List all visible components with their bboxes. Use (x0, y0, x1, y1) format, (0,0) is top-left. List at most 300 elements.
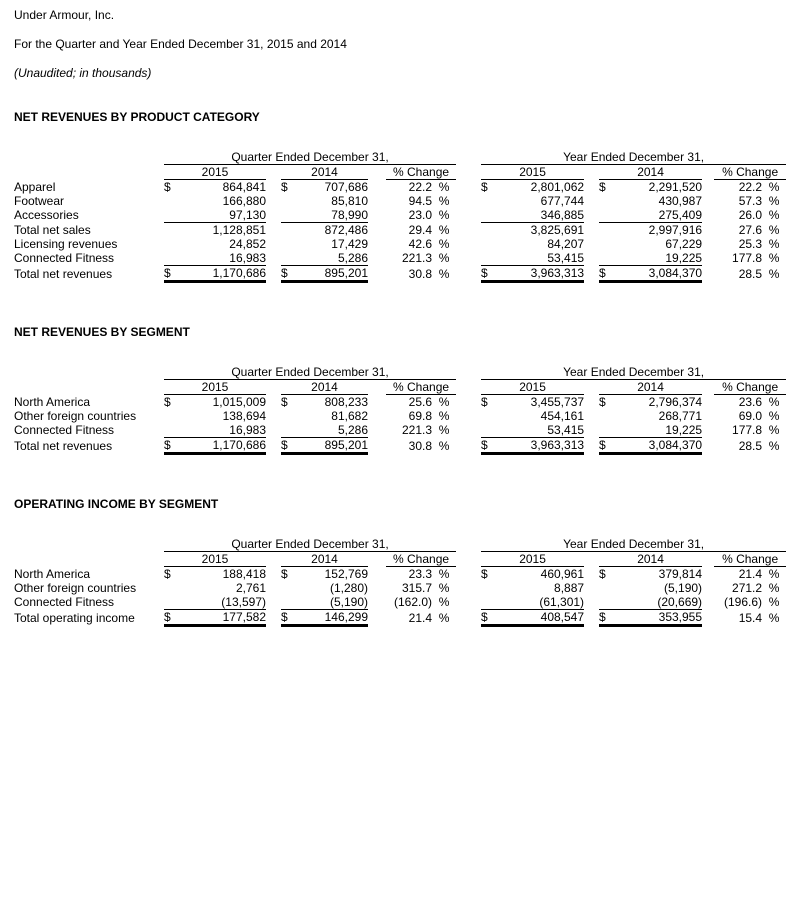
group-gap (456, 380, 481, 395)
col-gap (584, 380, 599, 395)
dollar-sign (164, 223, 182, 238)
column-header-y-2015: 2015 (481, 552, 584, 567)
col-gap (584, 567, 599, 582)
table-row (14, 409, 786, 423)
dollar-sign: $ (481, 266, 499, 282)
percent-sign: % (768, 581, 780, 595)
dollar-sign (599, 251, 617, 266)
row-label: Other foreign countries (14, 581, 137, 595)
group-header-row (14, 537, 786, 552)
dollar-sign (599, 423, 617, 438)
amount-y-2014: 2,796,374 (648, 395, 703, 409)
percent-value-q: 22.2 (408, 180, 432, 194)
percent-value-y: 57.3 (738, 194, 763, 208)
percent-value-y: 28.5 (738, 266, 763, 281)
amount-q-2014: 5,286 (337, 251, 368, 265)
dollar-sign (164, 423, 182, 438)
dollar-sign (481, 251, 499, 266)
column-header-q-2015: 2015 (164, 165, 266, 180)
col-gap (584, 251, 599, 266)
col-gap (702, 409, 714, 423)
amount-y-2014: 19,225 (665, 423, 703, 437)
group-gap (456, 552, 481, 567)
amount-q-2015: (13,597) (221, 595, 266, 609)
percent-value-q: 94.5 (408, 194, 432, 208)
amount-q-2015: 1,128,851 (182, 223, 266, 238)
row-label: North America (14, 394, 91, 409)
percent-sign: % (768, 423, 780, 438)
dollar-sign (481, 223, 499, 238)
label-spacer (14, 380, 164, 395)
column-header-q-2015: 2015 (164, 380, 266, 395)
dollar-sign (281, 409, 299, 423)
col-gap (584, 223, 599, 238)
dollar-sign (599, 581, 617, 595)
col-gap (368, 380, 386, 395)
group-gap (456, 266, 481, 282)
dollar-sign (599, 223, 617, 238)
col-gap (584, 165, 599, 180)
dollar-sign (164, 251, 182, 266)
amount-y-2015: 84,207 (547, 237, 585, 251)
percent-value-q: 30.8 (408, 266, 432, 281)
dollar-sign (281, 423, 299, 438)
percent-value-q: 221.3 (401, 423, 432, 438)
amount-q-2014: 81,682 (331, 409, 368, 423)
percent-value-q: 21.4 (408, 610, 432, 625)
label-spacer (14, 552, 164, 567)
group-gap (456, 237, 481, 251)
percent-sign: % (438, 423, 450, 438)
row-label: Footwear (14, 194, 65, 208)
col-gap (702, 380, 714, 395)
dollar-sign (281, 194, 299, 208)
percent-value-q: 42.6 (408, 237, 432, 251)
col-gap (368, 266, 386, 282)
amount-y-2015: 677,744 (540, 194, 585, 208)
dollar-sign (281, 581, 299, 595)
row-label: Accessories (14, 208, 79, 223)
amount-q-2014: 895,201 (299, 438, 368, 454)
dollar-sign (281, 208, 299, 223)
dollar-sign (481, 423, 499, 438)
col-gap (266, 595, 281, 610)
group-gap (456, 438, 481, 454)
row-label: Connected Fitness (14, 423, 115, 438)
col-gap (266, 237, 281, 251)
amount-y-2014: 268,771 (658, 409, 703, 423)
period-line: For the Quarter and Year Ended December 31, 2015 and 2014 (14, 37, 347, 51)
column-header-q-2015: 2015 (164, 552, 266, 567)
percent-sign: % (768, 610, 780, 625)
amount-q-2014: 895,201 (299, 266, 368, 282)
amount-q-2015: 97,130 (229, 208, 266, 222)
dollar-sign: $ (281, 266, 299, 282)
amount-y-2015: 346,885 (540, 208, 585, 222)
col-gap (266, 567, 281, 582)
group-header-row (14, 365, 786, 380)
amount-y-2014: 19,225 (665, 251, 703, 265)
row-label: Total net revenues (14, 266, 113, 281)
percent-value-y: 22.2 (738, 180, 763, 194)
dollar-sign (481, 237, 499, 251)
section-title-operating-income-by-segment: OPERATING INCOME BY SEGMENT (14, 497, 219, 511)
percent-sign: % (438, 438, 450, 453)
percent-sign: % (438, 208, 450, 223)
column-header-y-2015: 2015 (481, 165, 584, 180)
group-gap (456, 150, 481, 165)
col-gap (368, 409, 386, 423)
col-gap (702, 223, 714, 238)
dollar-sign: $ (481, 438, 499, 454)
col-gap (266, 180, 281, 195)
col-gap (702, 208, 714, 223)
dollar-sign: $ (281, 567, 288, 581)
amount-y-2014: 67,229 (665, 237, 703, 251)
dollar-sign (281, 237, 299, 251)
col-gap (368, 180, 386, 195)
table-row (14, 610, 786, 626)
dollar-sign (481, 595, 499, 610)
col-gap (702, 237, 714, 251)
column-header-q-2014: 2014 (281, 380, 368, 395)
group-gap (456, 423, 481, 438)
amount-q-2015: 188,418 (222, 567, 266, 581)
amount-q-2015: 16,983 (229, 251, 266, 265)
percent-value-y: 25.3 (738, 237, 763, 251)
percent-value-q: 25.6 (408, 395, 432, 409)
column-header-row (14, 380, 786, 395)
col-gap (584, 552, 599, 567)
percent-value-q: 23.3 (408, 567, 432, 581)
section-title-net-revenues-by-product-category: NET REVENUES BY PRODUCT CATEGORY (14, 110, 260, 124)
col-gap (266, 165, 281, 180)
col-gap (702, 595, 714, 610)
amount-q-2014: 707,686 (324, 180, 368, 194)
row-label: Connected Fitness (14, 595, 115, 610)
col-gap (266, 208, 281, 223)
col-gap (584, 581, 599, 595)
col-gap (368, 395, 386, 410)
group-gap (456, 409, 481, 423)
percent-sign: % (438, 251, 450, 266)
col-gap (368, 610, 386, 626)
dollar-sign (481, 194, 499, 208)
amount-q-2014: (5,190) (329, 595, 368, 609)
row-label: Total net sales (14, 222, 91, 237)
amount-q-2015: 177,582 (182, 610, 266, 626)
amount-y-2014: 379,814 (658, 567, 703, 581)
amount-y-2014: 275,409 (658, 208, 703, 222)
table-operating-income-by-segment (14, 537, 786, 627)
dollar-sign (164, 237, 182, 251)
column-header-q-pct-change: % Change (386, 165, 456, 180)
col-gap (702, 266, 714, 282)
col-gap (266, 438, 281, 454)
group-gap (456, 194, 481, 208)
table-body (14, 180, 786, 282)
dollar-sign (599, 208, 617, 223)
amount-q-2014: (1,280) (329, 581, 368, 595)
dollar-sign (281, 223, 299, 238)
group-gap (456, 165, 481, 180)
percent-value-q: 221.3 (401, 251, 432, 266)
col-gap (584, 610, 599, 626)
col-gap (702, 567, 714, 582)
col-gap (266, 552, 281, 567)
dollar-sign: $ (599, 610, 617, 626)
percent-sign: % (768, 237, 780, 251)
group-gap (456, 395, 481, 410)
amount-q-2014: 17,429 (331, 237, 368, 251)
dollar-sign (481, 581, 499, 595)
col-gap (266, 223, 281, 238)
dollar-sign: $ (281, 180, 288, 194)
table-row (14, 208, 786, 223)
table-net-revenues-by-segment (14, 365, 786, 455)
group-header-quarter: Quarter Ended December 31, (164, 365, 456, 380)
amount-q-2015: 2,761 (235, 581, 266, 595)
table-body (14, 567, 786, 626)
percent-sign: % (438, 266, 450, 281)
percent-sign: % (438, 409, 450, 423)
table-row (14, 581, 786, 595)
amount-y-2015: 454,161 (540, 409, 585, 423)
group-header-quarter: Quarter Ended December 31, (164, 537, 456, 552)
table-row (14, 438, 786, 454)
dollar-sign (281, 251, 299, 266)
amount-y-2015: 53,415 (547, 251, 585, 265)
column-header-y-pct-change: % Change (714, 552, 786, 567)
row-label: Total net revenues (14, 438, 113, 453)
col-gap (266, 409, 281, 423)
dollar-sign: $ (599, 266, 617, 282)
dollar-sign: $ (599, 180, 606, 194)
group-gap (456, 581, 481, 595)
dollar-sign: $ (164, 180, 171, 194)
table-row (14, 237, 786, 251)
col-gap (266, 266, 281, 282)
dollar-sign (599, 194, 617, 208)
col-gap (584, 180, 599, 195)
dollar-sign: $ (599, 567, 606, 581)
col-gap (368, 423, 386, 438)
col-gap (702, 395, 714, 410)
dollar-sign: $ (281, 438, 299, 454)
dollar-sign (164, 194, 182, 208)
dollar-sign (164, 208, 182, 223)
amount-y-2015: 3,963,313 (499, 266, 584, 282)
row-label: Apparel (14, 179, 56, 194)
company-name: Under Armour, Inc. (14, 8, 115, 22)
col-gap (702, 165, 714, 180)
percent-sign: % (438, 581, 450, 595)
percent-value-y: 23.6 (738, 395, 763, 409)
col-gap (702, 610, 714, 626)
col-gap (368, 581, 386, 595)
group-header-quarter: Quarter Ended December 31, (164, 150, 456, 165)
dollar-sign: $ (599, 438, 617, 454)
amount-y-2015: 3,963,313 (499, 438, 584, 454)
percent-sign: % (438, 610, 450, 625)
percent-value-q: 315.7 (401, 581, 432, 595)
dollar-sign (164, 409, 182, 423)
percent-sign: % (768, 438, 780, 453)
col-gap (266, 194, 281, 208)
amount-y-2015: 53,415 (547, 423, 585, 437)
dollar-sign (599, 409, 617, 423)
percent-value-q: (162.0) (393, 595, 432, 610)
dollar-sign (281, 595, 299, 610)
amount-q-2015: 24,852 (229, 237, 266, 251)
tables-container (14, 110, 809, 627)
group-gap (456, 595, 481, 610)
table-head (14, 150, 786, 180)
col-gap (368, 237, 386, 251)
row-label: Other foreign countries (14, 409, 137, 423)
dollar-sign (599, 595, 617, 610)
dollar-sign (481, 208, 499, 223)
table-head (14, 365, 786, 395)
label-spacer (14, 150, 164, 165)
percent-value-q: 30.8 (408, 438, 432, 453)
row-label: Connected Fitness (14, 251, 115, 266)
dollar-sign (481, 409, 499, 423)
col-gap (584, 194, 599, 208)
amount-q-2014: 808,233 (324, 395, 368, 409)
table-row (14, 266, 786, 282)
amount-q-2015: 1,015,009 (212, 395, 266, 409)
col-gap (266, 610, 281, 626)
percent-sign: % (768, 251, 780, 266)
column-header-row (14, 165, 786, 180)
table-row (14, 423, 786, 438)
amount-y-2014: (5,190) (664, 581, 703, 595)
group-gap (456, 251, 481, 266)
col-gap (584, 438, 599, 454)
col-gap (702, 180, 714, 195)
amount-y-2015: 2,801,062 (530, 180, 585, 194)
dollar-sign: $ (164, 610, 182, 626)
label-spacer (14, 165, 164, 180)
percent-value-y: 28.5 (738, 438, 763, 453)
group-gap (456, 180, 481, 195)
percent-value-y: (196.6) (724, 595, 763, 610)
group-gap (456, 567, 481, 582)
amount-y-2015: 3,455,737 (530, 395, 585, 409)
amount-q-2014: 85,810 (331, 194, 368, 208)
dollar-sign: $ (164, 395, 171, 409)
col-gap (266, 581, 281, 595)
percent-sign: % (438, 222, 450, 237)
col-gap (368, 438, 386, 454)
table-row (14, 180, 786, 195)
percent-value-y: 177.8 (732, 423, 763, 438)
col-gap (584, 266, 599, 282)
amount-y-2014: 2,997,916 (617, 223, 702, 238)
col-gap (368, 567, 386, 582)
percent-sign: % (438, 567, 450, 581)
percent-value-y: 177.8 (732, 251, 763, 266)
percent-sign: % (438, 180, 450, 194)
col-gap (584, 208, 599, 223)
amount-q-2015: 138,694 (222, 409, 266, 423)
percent-sign: % (438, 595, 450, 610)
dollar-sign: $ (599, 395, 606, 409)
col-gap (368, 223, 386, 238)
table-row (14, 395, 786, 410)
amount-y-2014: 353,955 (617, 610, 702, 626)
group-gap (456, 208, 481, 223)
col-gap (584, 423, 599, 438)
amount-y-2015: (61,301) (539, 595, 585, 609)
column-header-q-2014: 2014 (281, 165, 368, 180)
column-header-y-2014: 2014 (599, 380, 702, 395)
col-gap (702, 423, 714, 438)
column-header-row (14, 552, 786, 567)
dollar-sign (599, 237, 617, 251)
table-head (14, 537, 786, 567)
column-header-y-2015: 2015 (481, 380, 584, 395)
table-body (14, 395, 786, 454)
group-header-row (14, 150, 786, 165)
column-header-y-pct-change: % Change (714, 380, 786, 395)
percent-sign: % (768, 266, 780, 281)
col-gap (368, 208, 386, 223)
col-gap (266, 423, 281, 438)
percent-sign: % (768, 395, 780, 409)
dollar-sign (164, 581, 182, 595)
dollar-sign: $ (281, 395, 288, 409)
col-gap (702, 194, 714, 208)
percent-value-y: 21.4 (738, 567, 763, 581)
table-row (14, 567, 786, 582)
percent-sign: % (438, 395, 450, 409)
amount-y-2014: 3,084,370 (617, 266, 702, 282)
label-spacer (14, 537, 164, 552)
amount-q-2014: 5,286 (337, 423, 368, 437)
percent-sign: % (768, 180, 780, 194)
column-header-q-pct-change: % Change (386, 380, 456, 395)
column-header-q-pct-change: % Change (386, 552, 456, 567)
col-gap (368, 165, 386, 180)
col-gap (266, 380, 281, 395)
group-header-year: Year Ended December 31, (481, 150, 786, 165)
col-gap (368, 595, 386, 610)
col-gap (266, 251, 281, 266)
dollar-sign: $ (164, 567, 171, 581)
percent-value-y: 15.4 (738, 610, 763, 625)
amount-y-2015: 460,961 (540, 567, 585, 581)
table-row (14, 595, 786, 610)
col-gap (702, 581, 714, 595)
col-gap (584, 395, 599, 410)
amount-q-2014: 152,769 (324, 567, 368, 581)
percent-sign: % (438, 237, 450, 251)
row-label: Licensing revenues (14, 237, 118, 251)
percent-value-q: 69.8 (408, 409, 432, 423)
amount-y-2015: 3,825,691 (499, 223, 584, 238)
amount-q-2015: 1,170,686 (182, 438, 266, 454)
dollar-sign: $ (164, 266, 182, 282)
group-header-year: Year Ended December 31, (481, 537, 786, 552)
percent-value-q: 29.4 (408, 222, 432, 237)
amount-y-2014: 3,084,370 (617, 438, 702, 454)
table-row (14, 194, 786, 208)
col-gap (702, 251, 714, 266)
percent-value-y: 69.0 (738, 409, 763, 423)
table-row (14, 223, 786, 238)
